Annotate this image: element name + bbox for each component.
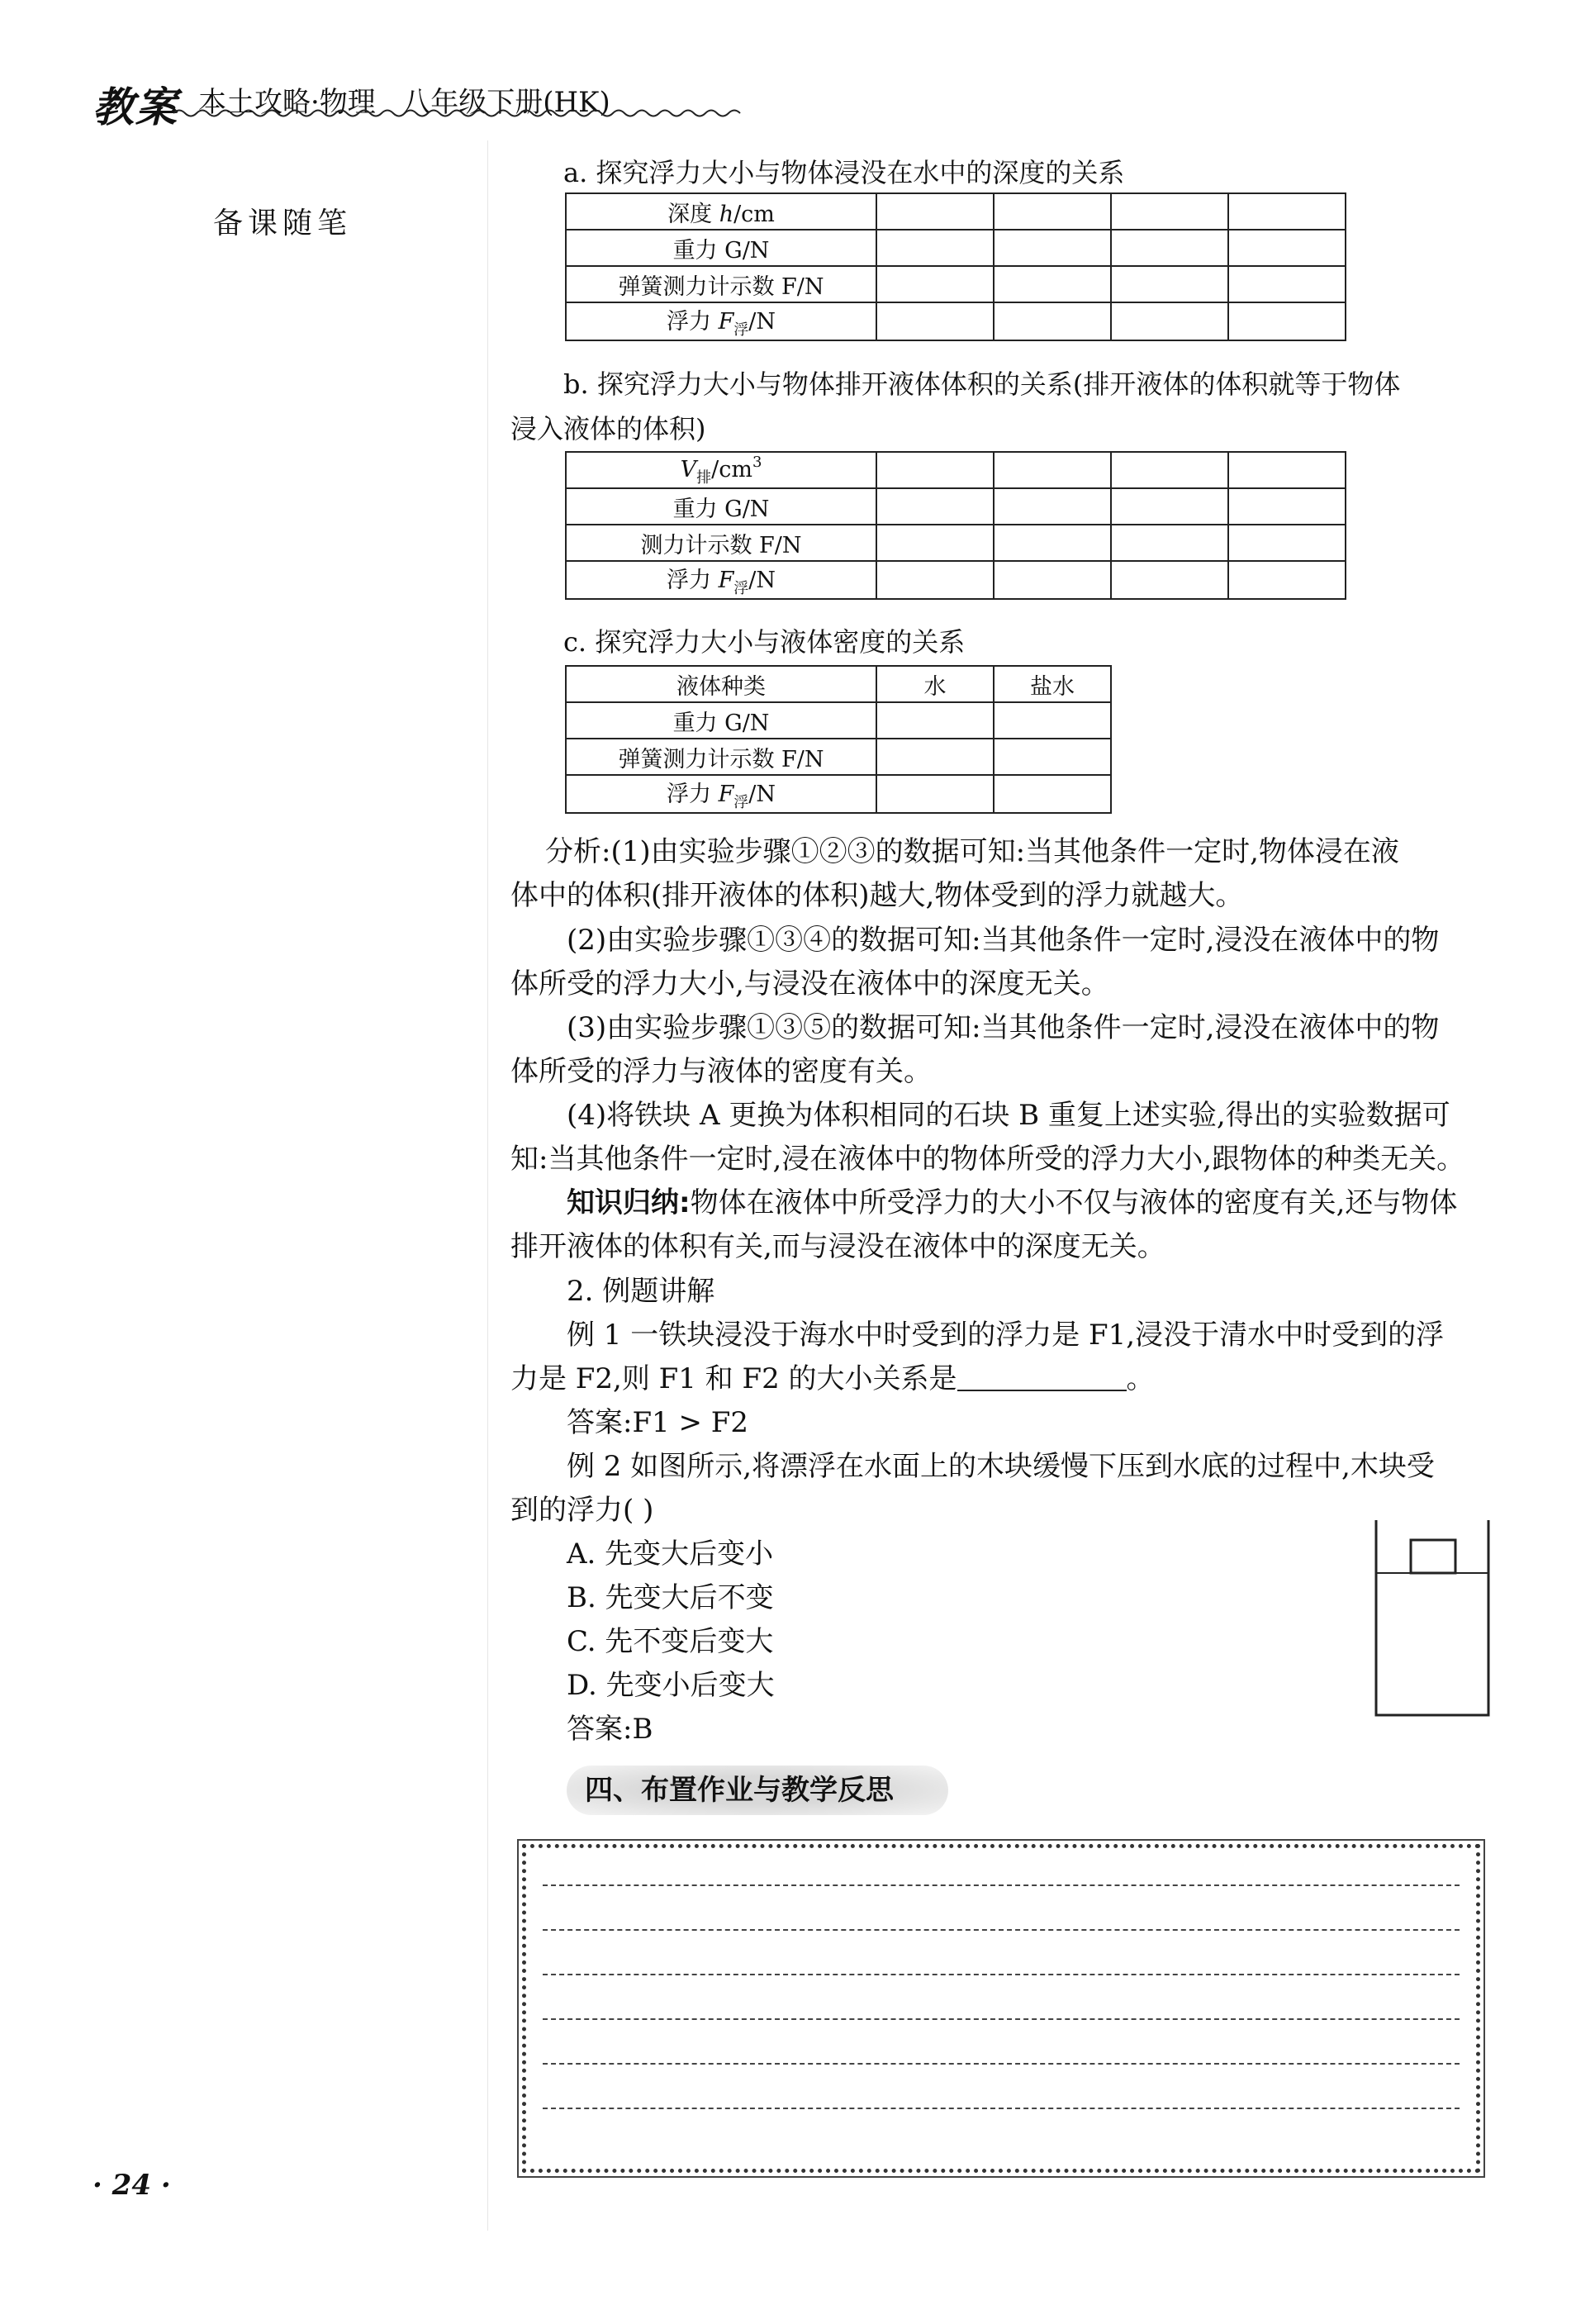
example2-line1: 例 2 如图所示,将漂浮在水面上的木块缓慢下压到水底的过程中,木块受 bbox=[567, 1450, 1435, 1483]
note-line bbox=[543, 1974, 1460, 1975]
option-b: B. 先变大后不变 bbox=[567, 1581, 774, 1614]
table-row: 浮力 $F_浮/N$ bbox=[566, 561, 1346, 599]
analysis-line: 体所受的浮力大小,与浸没在液体中的深度无关。 bbox=[510, 967, 1109, 1000]
option-a: A. 先变大后变小 bbox=[567, 1537, 774, 1571]
example1-line1: 例 1 一铁块浸没于海水中时受到的浮力是 F1,浸没于清水中时受到的浮 bbox=[567, 1319, 1445, 1352]
knowledge-summary bbox=[567, 1181, 1457, 1225]
notes-box[interactable] bbox=[522, 1844, 1480, 2173]
table-row: 浮力 $F_浮/N$ bbox=[566, 302, 1346, 340]
analysis-line: (4)将铁块 A 更换为体积相同的石块 B 重复上述实验,得出的实验数据可 bbox=[567, 1099, 1450, 1132]
analysis-line: 分析:(1)由实验步骤①②③的数据可知:当其他条件一定时,物体浸在液 bbox=[545, 835, 1399, 868]
table-row: $V_排/cm^3$ bbox=[566, 452, 1346, 488]
section-c-title: c. 探究浮力大小与液体密度的关系 bbox=[563, 626, 966, 658]
section-a-title: a. 探究浮力大小与物体浸没在水中的深度的关系 bbox=[563, 157, 1125, 188]
wood-block bbox=[1411, 1540, 1455, 1573]
table-row: 重力 G/N bbox=[566, 488, 1346, 525]
example2-line2: 到的浮力( ) bbox=[510, 1494, 654, 1527]
section-4-title: 四、布置作业与教学反思 bbox=[567, 1766, 948, 1815]
page-number: · 24 · bbox=[93, 2169, 171, 2202]
table-row: 重力 G/N bbox=[566, 230, 1346, 266]
table-row: 弹簧测力计示数 F/N bbox=[566, 266, 1346, 302]
header-title: 本土攻略·物理 八年级下册(HK) bbox=[198, 86, 610, 119]
summary-label: 知识归纳: bbox=[567, 1186, 691, 1219]
analysis-line: 体中的体积(排开液体的体积)越大,物体受到的浮力就越大。 bbox=[510, 879, 1244, 912]
option-c: C. 先不变后变大 bbox=[567, 1625, 774, 1658]
example2-answer: 答案:B bbox=[567, 1713, 653, 1746]
brand-logo: 教案 bbox=[93, 83, 178, 131]
table-row: 测力计示数 F/N bbox=[566, 525, 1346, 561]
summary-line2: 排开液体的体积有关,而与浸没在液体中的深度无关。 bbox=[510, 1230, 1165, 1263]
note-line bbox=[543, 2108, 1460, 2109]
note-line bbox=[543, 1929, 1460, 1931]
table-row: 弹簧测力计示数 F/N bbox=[566, 739, 1111, 775]
section-b-title-line1: b. 探究浮力大小与物体排开液体体积的关系(排开液体的体积就等于物体 bbox=[563, 368, 1401, 400]
analysis-line: 体所受的浮力与液体的密度有关。 bbox=[510, 1055, 932, 1088]
note-line bbox=[543, 1884, 1460, 1886]
margin-divider bbox=[487, 140, 488, 2231]
analysis-line: (2)由实验步骤①③④的数据可知:当其他条件一定时,浸没在液体中的物 bbox=[567, 924, 1440, 957]
analysis-line: (3)由实验步骤①③⑤的数据可知:当其他条件一定时,浸没在液体中的物 bbox=[567, 1011, 1440, 1044]
analysis-line: 知:当其他条件一定时,浸在液体中的物体所受的浮力大小,跟物体的种类无关。 bbox=[510, 1143, 1465, 1176]
note-line bbox=[543, 2063, 1460, 2065]
summary-text: 物体在液体中所受浮力的大小不仅与液体的密度有关,还与物体 bbox=[690, 1186, 1458, 1219]
example1-answer: 答案:F1 > F2 bbox=[567, 1406, 749, 1439]
examples-heading: 2. 例题讲解 bbox=[567, 1275, 715, 1308]
note-line bbox=[543, 2018, 1460, 2020]
header-wavy-rule bbox=[173, 107, 743, 119]
section-b-title-line2: 浸入液体的体积) bbox=[510, 413, 706, 444]
table-a bbox=[565, 192, 1346, 341]
table-row: 浮力 $F_浮/N$ bbox=[566, 775, 1111, 813]
option-d: D. 先变小后变大 bbox=[567, 1669, 775, 1702]
table-row: 重力 G/N bbox=[566, 702, 1111, 739]
example1-line2: 力是 F2,则 F1 和 F2 的大小关系是 。 bbox=[510, 1362, 1155, 1395]
table-row: 深度 h/cm bbox=[566, 193, 1346, 230]
table-b bbox=[565, 451, 1346, 600]
beaker-figure bbox=[1371, 1520, 1495, 1718]
table-c bbox=[565, 665, 1112, 814]
sidebar-note: 备课随笔 bbox=[213, 207, 353, 240]
answer-blank[interactable] bbox=[957, 1365, 1127, 1391]
table-row: 液体种类 水 盐水 bbox=[566, 666, 1111, 702]
